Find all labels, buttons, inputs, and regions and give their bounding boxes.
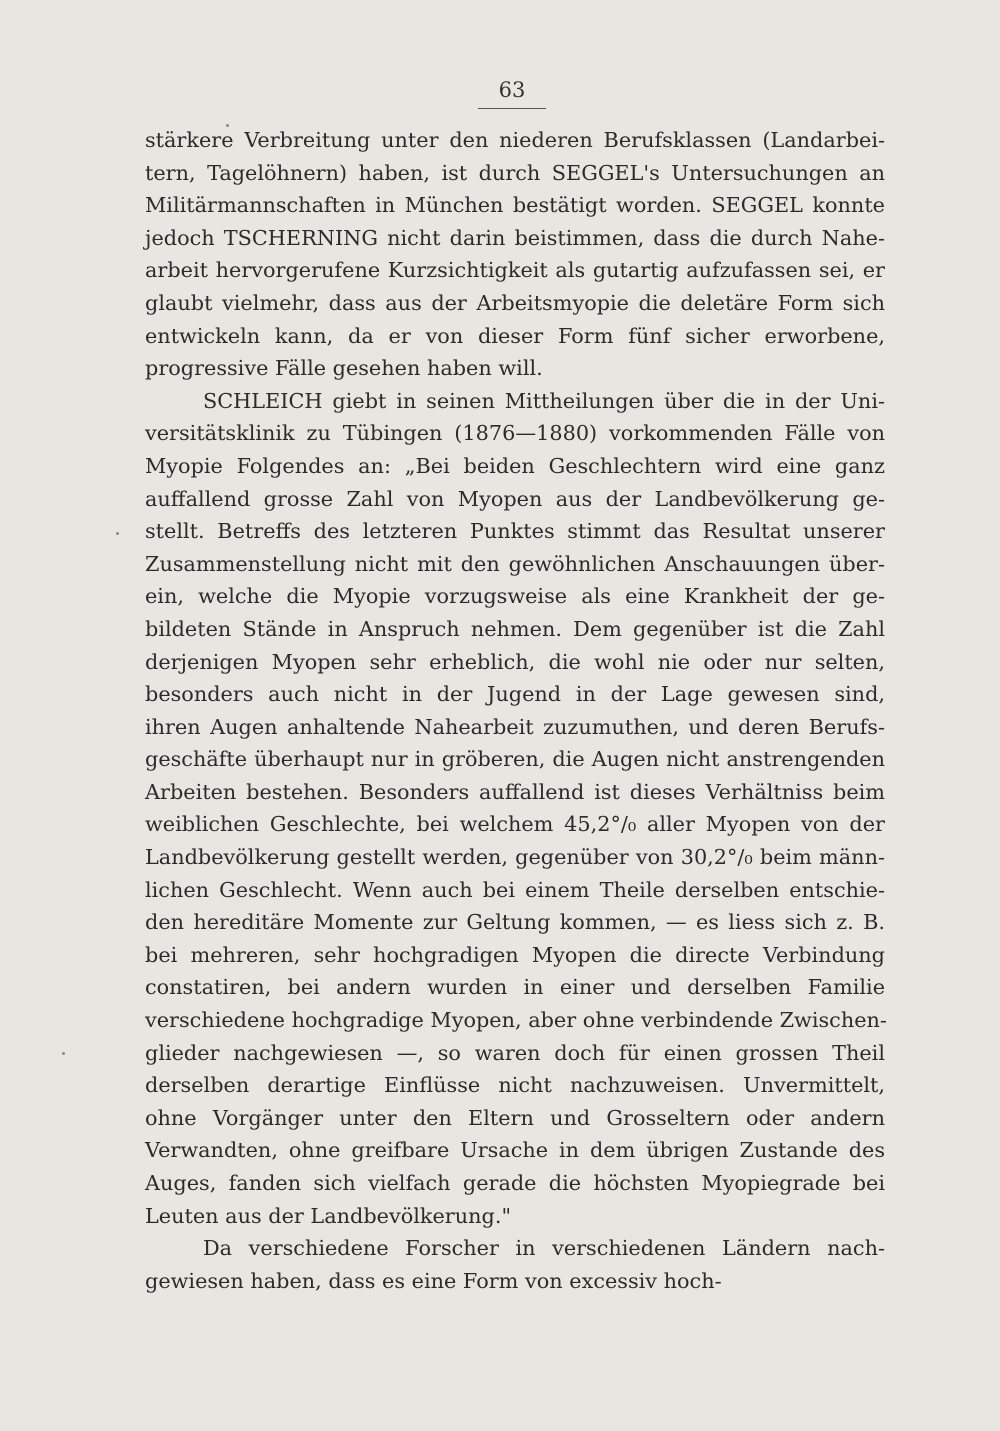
paragraph-seggel	[145, 124, 885, 385]
body-text	[145, 124, 885, 1297]
text-line: SCHLEICH giebt in seinen Mittheilungen über die in der Uni-	[203, 388, 885, 413]
text-line: bildeten Stände in Anspruch nehmen. Dem gegenüber ist die Zahl	[145, 616, 885, 641]
print-speck	[62, 1052, 65, 1055]
text-line: versitätsklinik zu Tübingen (1876—1880) vorkommenden Fälle von	[145, 421, 885, 446]
text-line: glaubt vielmehr, dass aus der Arbeitsmyopie die deletäre Form sich	[145, 290, 885, 315]
text-line: bei mehreren, sehr hochgradigen Myopen die directe Verbindung	[145, 942, 885, 967]
text-line: weiblichen Geschlechte, bei welchem 45,2°/₀ aller Myopen von der	[145, 812, 885, 837]
text-line: glieder nachgewiesen —, so waren doch für einen grossen Theil	[145, 1040, 885, 1065]
text-line: derjenigen Myopen sehr erheblich, die wohl nie oder nur selten,	[145, 649, 885, 674]
text-line: geschäfte überhaupt nur in gröberen, die Augen nicht anstrengenden	[145, 747, 885, 772]
text-line: Arbeiten bestehen. Besonders auffallend ist dieses Verhältniss beim	[145, 779, 885, 804]
text-line: verschiedene hochgradige Myopen, aber ohne verbindende Zwischen-	[145, 1008, 887, 1033]
text-line: Landbevölkerung gestellt werden, gegenüber von 30,2°/₀ beim männ-	[145, 845, 885, 870]
page-number-rule	[478, 108, 546, 109]
text-line: jedoch TSCHERNING nicht darin beistimmen, dass die durch Nahe-	[145, 225, 885, 250]
text-line: stellt. Betreffs des letzteren Punktes stimmt das Resultat unserer	[145, 519, 885, 544]
text-line: derselben derartige Einflüsse nicht nachzuweisen. Unvermittelt,	[145, 1073, 885, 1098]
print-speck	[116, 532, 119, 535]
paragraph-forscher	[145, 1232, 885, 1297]
text-line: constatiren, bei andern wurden in einer und derselben Familie	[145, 975, 885, 1000]
text-line: lichen Geschlecht. Wenn auch bei einem Theile derselben entschie-	[145, 877, 885, 902]
text-line: den hereditäre Momente zur Geltung kommen, — es liess sich z. B.	[145, 910, 885, 935]
text-line: stärkere Verbreitung unter den niederen Berufsklassen (Landarbei-	[145, 128, 885, 152]
paragraph-schleich	[145, 385, 885, 1232]
page-number: 63	[498, 78, 526, 102]
text-line: Myopie Folgendes an: „Bei beiden Geschlechtern wird eine ganz	[145, 453, 885, 478]
text-line: entwickeln kann, da er von dieser Form fünf sicher erworbene,	[145, 323, 885, 348]
text-line: Militärmannschaften in München bestätigt worden. SEGGEL konnte	[145, 193, 885, 218]
text-line: besonders auch nicht in der Jugend in der Lage gewesen sind,	[145, 682, 885, 707]
text-line: tern, Tagelöhnern) haben, ist durch SEGGEL's Untersuchungen an	[145, 160, 885, 185]
text-line: ein, welche die Myopie vorzugsweise als eine Krankheit der ge-	[145, 584, 885, 609]
text-line: ihren Augen anhaltende Nahearbeit zuzumuthen, und deren Berufs-	[145, 714, 885, 739]
text-line: Zusammenstellung nicht mit den gewöhnlichen Anschauungen über-	[145, 551, 885, 576]
text-line: Verwandten, ohne greifbare Ursache in dem übrigen Zustande des	[145, 1138, 885, 1163]
print-speck	[226, 124, 229, 127]
text-line: ohne Vorgänger unter den Eltern und Grosseltern oder andern	[145, 1105, 885, 1130]
text-line: gewiesen haben, dass es eine Form von excessiv hoch-	[145, 1268, 722, 1293]
text-line: auffallend grosse Zahl von Myopen aus der Landbevölkerung ge-	[145, 486, 885, 511]
text-line: arbeit hervorgerufene Kurzsichtigkeit als gutartig aufzufassen sei, er	[145, 258, 885, 283]
text-line: Leuten aus der Landbevölkerung."	[145, 1203, 512, 1228]
text-line: Da verschiedene Forscher in verschiedenen Ländern nach-	[203, 1236, 885, 1261]
text-line: progressive Fälle gesehen haben will.	[145, 356, 543, 381]
text-line: Auges, fanden sich vielfach gerade die höchsten Myopiegrade bei	[145, 1171, 885, 1195]
